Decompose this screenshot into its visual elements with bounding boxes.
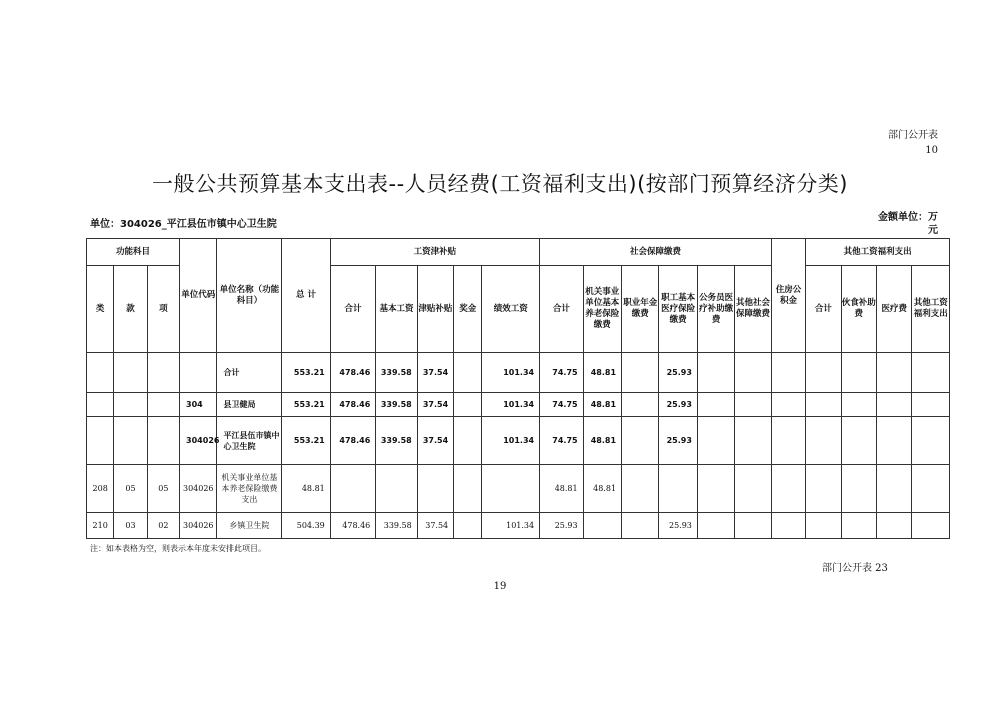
cell-o-total: [806, 417, 841, 465]
cell-ss-other: [735, 417, 771, 465]
cell-ss-pension: 48.81: [583, 465, 621, 513]
cell-o-med: [877, 513, 912, 539]
cell-ss-civil: [697, 465, 734, 513]
cell-o-med: [877, 393, 912, 417]
cell-ss-other: [735, 353, 771, 393]
table-row: [87, 513, 950, 539]
cell-s-total: 478.46: [330, 513, 376, 539]
header-unit-name: 单位名称（功能科目）: [217, 239, 282, 353]
cell-code: [180, 353, 217, 393]
table-note: 注：如本表格为空，则表示本年度未安排此项目。: [90, 544, 266, 553]
cell-ss-medical: 25.93: [659, 393, 697, 417]
cell-total: 553.21: [282, 393, 331, 417]
cell-kuan: [114, 353, 147, 393]
page-title: 一般公共预算基本支出表--人员经费(工资福利支出)(按部门预算经济分类): [152, 172, 848, 196]
cell-s-basic: 339.58: [376, 417, 417, 465]
cell-ss-other: [735, 465, 771, 513]
cell-s-perf: 101.34: [482, 417, 540, 465]
cell-o-meal: [841, 393, 876, 417]
header-social-total: 合计: [540, 266, 583, 353]
cell-kuan: [114, 417, 147, 465]
cell-code: 304026: [180, 465, 217, 513]
cell-s-total: [330, 465, 376, 513]
cell-total: 553.21: [282, 417, 331, 465]
cell-ss-total: 74.75: [540, 417, 583, 465]
cell-ss-other: [735, 393, 771, 417]
cell-total: 504.39: [282, 513, 331, 539]
cell-o-meal: [841, 465, 876, 513]
cell-s-perf: 101.34: [482, 393, 540, 417]
cell-name: 县卫健局: [217, 393, 282, 417]
cell-ss-pension: 48.81: [583, 393, 621, 417]
header-unit-code: 单位代码: [180, 239, 217, 353]
cell-ss-medical: 25.93: [659, 417, 697, 465]
table-row: [87, 417, 950, 465]
cell-s-basic: 339.58: [376, 513, 417, 539]
header-salary-total: 合计: [330, 266, 376, 353]
header-xiang: 项: [147, 266, 179, 353]
report-tag: [888, 128, 938, 158]
cell-ss-annuity: [622, 513, 659, 539]
unit-label: 单位：304026_平江县伍市镇中心卫生院: [90, 219, 277, 230]
cell-housing: [771, 465, 805, 513]
cell-code: 304: [180, 393, 217, 417]
cell-o-other: [912, 513, 950, 539]
header-medical: 职工基本医疗保险缴费: [659, 266, 697, 353]
cell-s-allow: 37.54: [417, 353, 453, 393]
cell-name: 机关事业单位基本养老保险缴费支出: [217, 465, 282, 513]
cell-s-basic: [376, 465, 417, 513]
cell-housing: [771, 417, 805, 465]
header-pension: 机关事业单位基本养老保险缴费: [583, 266, 621, 353]
cell-lei: 208: [87, 465, 114, 513]
cell-name: 乡镇卫生院: [217, 513, 282, 539]
cell-ss-civil: [697, 417, 734, 465]
cell-o-total: [806, 353, 841, 393]
page-number: 19: [493, 581, 507, 592]
cell-xiang: 02: [147, 513, 179, 539]
amount-unit-line1: 金额单位：万: [878, 212, 938, 223]
cell-ss-civil: [697, 353, 734, 393]
cell-ss-total: 74.75: [540, 393, 583, 417]
cell-o-meal: [841, 513, 876, 539]
cell-ss-pension: 48.81: [583, 353, 621, 393]
cell-ss-pension: [583, 513, 621, 539]
cell-ss-medical: 25.93: [659, 353, 697, 393]
header-row-1: [87, 239, 950, 266]
cell-name: 合计: [217, 353, 282, 393]
cell-ss-annuity: [622, 417, 659, 465]
cell-s-perf: [482, 465, 540, 513]
cell-s-basic: 339.58: [376, 393, 417, 417]
cell-o-other: [912, 393, 950, 417]
cell-housing: [771, 393, 805, 417]
table-body: [87, 353, 950, 539]
cell-ss-medical: 25.93: [659, 513, 697, 539]
cell-ss-total: 25.93: [540, 513, 583, 539]
cell-total: 553.21: [282, 353, 331, 393]
cell-lei: 210: [87, 513, 114, 539]
table-row: [87, 465, 950, 513]
cell-s-bonus: [454, 417, 482, 465]
cell-s-bonus: [454, 393, 482, 417]
cell-s-bonus: [454, 465, 482, 513]
cell-s-total: 478.46: [330, 353, 376, 393]
cell-code: 304026: [180, 417, 217, 465]
cell-ss-civil: [697, 393, 734, 417]
footer-tag: 部门公开表 23: [822, 563, 888, 574]
header-housing-fund: 住房公积金: [771, 239, 805, 353]
cell-o-total: [806, 393, 841, 417]
header-kuan: 款: [114, 266, 147, 353]
cell-housing: [771, 353, 805, 393]
cell-o-total: [806, 513, 841, 539]
cell-o-med: [877, 465, 912, 513]
cell-ss-pension: 48.81: [583, 417, 621, 465]
cell-ss-annuity: [622, 353, 659, 393]
cell-s-bonus: [454, 513, 482, 539]
cell-total: 48.81: [282, 465, 331, 513]
header-civil-medical: 公务员医疗补助缴费: [697, 266, 734, 353]
amount-unit-label: [878, 211, 938, 237]
table-row: [87, 353, 950, 393]
header-other-welfare: 其他工资福利支出: [912, 266, 950, 353]
header-allowance: 津贴补贴: [417, 266, 453, 353]
cell-housing: [771, 513, 805, 539]
cell-s-allow: [417, 465, 453, 513]
cell-o-med: [877, 353, 912, 393]
cell-o-meal: [841, 417, 876, 465]
cell-s-allow: 37.54: [417, 513, 453, 539]
cell-o-total: [806, 465, 841, 513]
cell-xiang: 05: [147, 465, 179, 513]
cell-o-other: [912, 353, 950, 393]
cell-lei: [87, 417, 114, 465]
cell-o-meal: [841, 353, 876, 393]
header-total: 总 计: [282, 239, 331, 353]
cell-s-perf: 101.34: [482, 353, 540, 393]
cell-ss-other: [735, 513, 771, 539]
cell-code: 304026: [180, 513, 217, 539]
report-tag-number: 10: [925, 145, 938, 156]
cell-ss-annuity: [622, 393, 659, 417]
header-social-group: 社会保障缴费: [540, 239, 772, 266]
cell-xiang: [147, 353, 179, 393]
header-performance-pay: 绩效工资: [482, 266, 540, 353]
cell-ss-annuity: [622, 465, 659, 513]
cell-o-other: [912, 417, 950, 465]
cell-kuan: 05: [114, 465, 147, 513]
budget-table: [86, 238, 950, 539]
cell-s-total: 478.46: [330, 417, 376, 465]
cell-ss-civil: [697, 513, 734, 539]
header-lei: 类: [87, 266, 114, 353]
header-annuity: 职业年金缴费: [622, 266, 659, 353]
cell-s-allow: 37.54: [417, 417, 453, 465]
header-other-total: 合计: [806, 266, 841, 353]
header-meal-allowance: 伙食补助费: [841, 266, 876, 353]
cell-s-allow: 37.54: [417, 393, 453, 417]
cell-o-other: [912, 465, 950, 513]
header-basic-salary: 基本工资: [376, 266, 417, 353]
cell-ss-total: 74.75: [540, 353, 583, 393]
cell-s-bonus: [454, 353, 482, 393]
table-row: [87, 393, 950, 417]
cell-o-med: [877, 417, 912, 465]
cell-s-total: 478.46: [330, 393, 376, 417]
cell-ss-medical: [659, 465, 697, 513]
cell-xiang: [147, 417, 179, 465]
report-tag-label: 部门公开表: [888, 130, 938, 141]
cell-name: 平江县伍市镇中心卫生院: [217, 417, 282, 465]
header-salary-group: 工资津补贴: [330, 239, 539, 266]
cell-ss-total: 48.81: [540, 465, 583, 513]
cell-xiang: [147, 393, 179, 417]
cell-s-perf: 101.34: [482, 513, 540, 539]
amount-unit-line2: 元: [928, 225, 938, 236]
cell-kuan: [114, 393, 147, 417]
cell-lei: [87, 353, 114, 393]
cell-lei: [87, 393, 114, 417]
header-other-social: 其他社会保障缴费: [735, 266, 771, 353]
header-func-subject: 功能科目: [87, 239, 180, 266]
header-medical-fee: 医疗费: [877, 266, 912, 353]
cell-kuan: 03: [114, 513, 147, 539]
header-other-group: 其他工资福利支出: [806, 239, 950, 266]
header-bonus: 奖金: [454, 266, 482, 353]
cell-s-basic: 339.58: [376, 353, 417, 393]
